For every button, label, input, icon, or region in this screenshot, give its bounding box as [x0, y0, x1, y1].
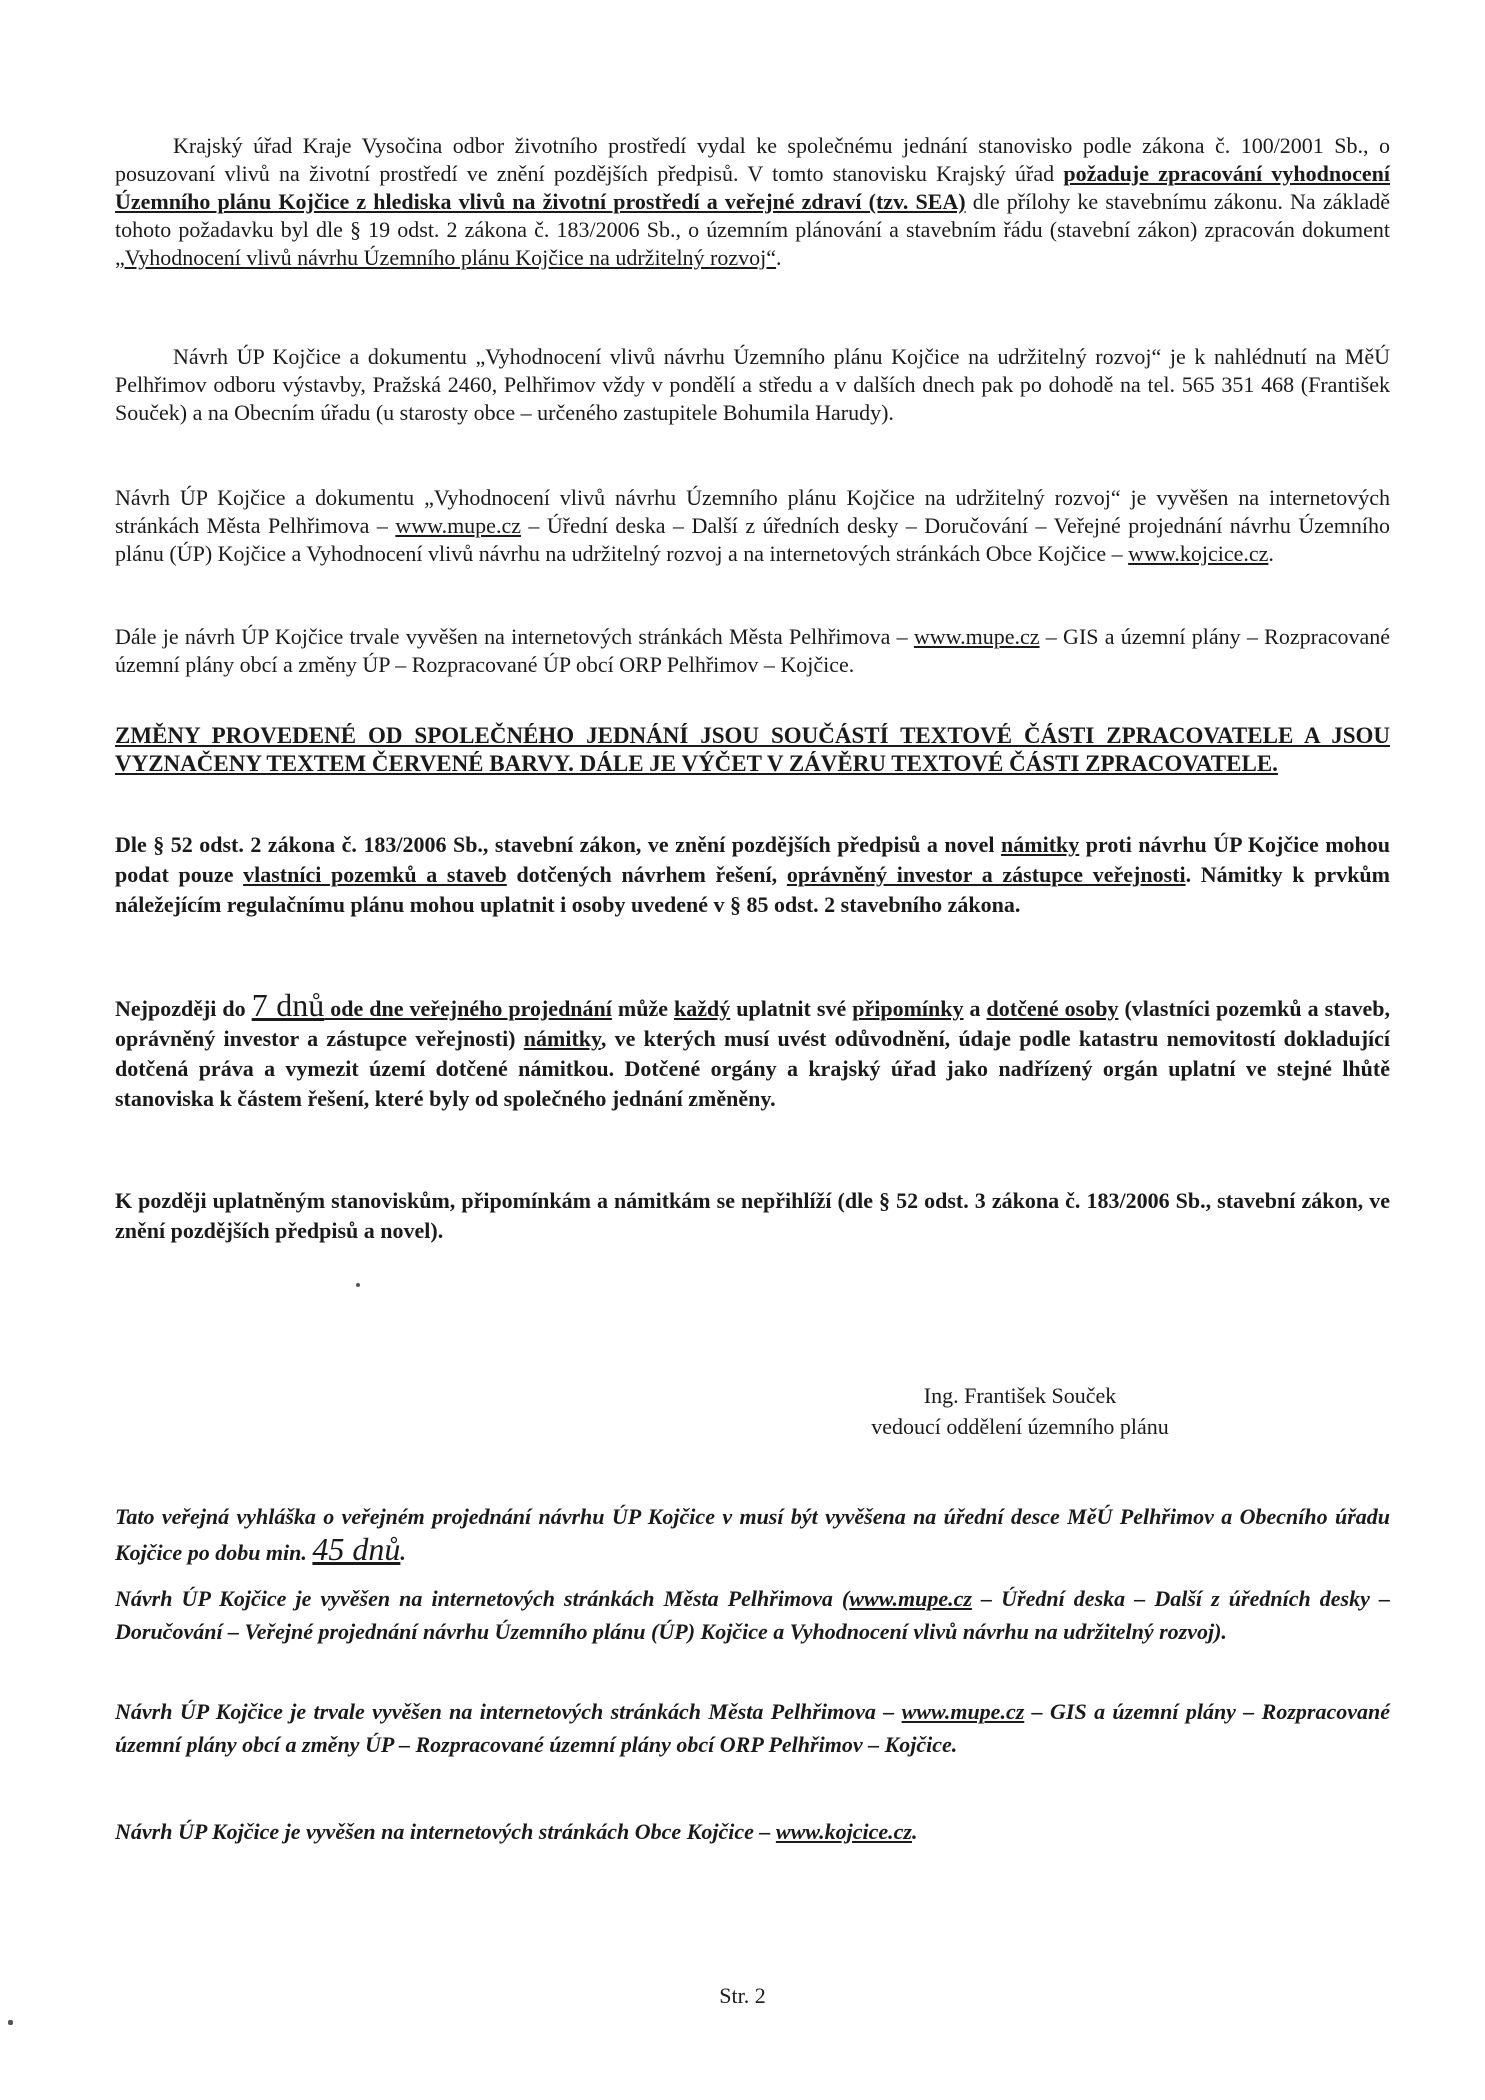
text: dle přílohy ke stavebnímu zákonu. Na základě tohoto požadavku byl dle § 19 odst. 2 zákona č. 183/2006 Sb., o územním plánování a stavebním řádu (stavební zákon) zpracován dokument [115, 189, 1390, 242]
text: – GIS a územní plány – Rozpracované územní plány obcí a změny ÚP – Rozpracované územní plány obcí ORP Pelhřimov – Kojčice. [115, 1699, 1390, 1757]
text: může [611, 996, 675, 1021]
text: proti návrhu ÚP Kojčice mohou podat pouze [115, 832, 1391, 887]
text: Dále je návrh ÚP Kojčice trvale vyvěšen na internetových stránkách Města Pelhřimova – [115, 624, 914, 649]
text: , ve kterých musí uvést odůvodnění, údaje podle katastru nemovitostí dokladující dotčená práva a vymezit území dotčené námitkou. Dotčené orgány a krajský úřad jako nadřízený orgán uplatní ve stejné lhůtě stanoviska k částem řešení, které byly od společného jednání změněny. [115, 1026, 1391, 1111]
text: – Úřední deska – Další z úředních desky – Doručování – Veřejné projednání návrhu Územního plánu (ÚP) Kojčice a Vyhodnocení vlivů návrhu na udržitelný rozvoj). [115, 1586, 1390, 1644]
signatory-name: Ing. František Souček [923, 1383, 1117, 1408]
text: uplatnit své [730, 996, 853, 1021]
text: (vlastníci pozemků a staveb, oprávněný investor a zástupce veřejnosti) [115, 996, 1391, 1051]
italic-village-notice [115, 1815, 1390, 1848]
text: Návrh ÚP Kojčice a dokumentu „Vyhodnocení vlivů návrhu Územního plánu Kojčice na udržitelný rozvoj“ je vyvěšen na internetových stránkách Města Pelhřimova – [115, 485, 1390, 538]
paragraph-gis [115, 623, 1390, 679]
scan-speck [356, 1283, 360, 1287]
text: Návrh ÚP Kojčice je vyvěšen na internetových stránkách Obce Kojčice – [115, 1819, 776, 1844]
underlined-text: námitky [523, 1026, 601, 1051]
link-mupe[interactable]: www.mupe.cz [395, 513, 521, 538]
text: . [911, 1819, 918, 1844]
italic-web-notice [115, 1582, 1390, 1648]
underlined-text: připomínky [852, 996, 964, 1021]
deadline-days: 7 dnů [251, 987, 325, 1023]
paragraph-objections [115, 830, 1390, 920]
signatory-role: vedoucí oddělení územního plánu [871, 1414, 1169, 1439]
text: Tato veřejná vyhláška o veřejném projednání návrhu ÚP Kojčice v musí být vyvěšena na úřední desce MěÚ Pelhřimov a Obecního úřadu Kojčice po dobu min. [115, 1504, 1390, 1565]
text: Krajský úřad Kraje Vysočina odbor životního prostředí vydal ke společnému jednání stanovisko podle zákona č. 100/2001 Sb., o posuzovaní vlivů na životní prostředí ve znění pozdějších předpisů. V tomto stanovisku Krajský úřad [115, 133, 1390, 186]
text: . [400, 1540, 406, 1565]
underlined-text: dotčené osoby [986, 996, 1119, 1021]
link-mupe[interactable]: www.mupe.cz [913, 624, 1040, 649]
italic-gis-notice [115, 1695, 1390, 1761]
paragraph-deadline [115, 987, 1391, 1114]
italic-posting-notice [115, 1500, 1390, 1569]
link-mupe[interactable]: www.mupe.cz [901, 1699, 1025, 1724]
text: Dle § 52 odst. 2 zákona č. 183/2006 Sb., stavební zákon, ve znění pozdějších předpisů a novel [115, 832, 1002, 857]
document-title: „Vyhodnocení vlivů návrhu Územního plánu Kojčice na udržitelný rozvoj“ [115, 245, 777, 270]
link-mupe[interactable]: www.mupe.cz [849, 1586, 972, 1611]
text: – Úřední deska – Další z úředních desky – Doručování – Veřejné projednání návrhu Územního plánu (ÚP) Kojčice a Vyhodnocení vlivů návrhu na udržitelný rozvoj a na internetových stránkách Obce Kojčice – [115, 513, 1390, 566]
paragraph-web-publication [115, 484, 1390, 568]
text: dotčených návrhem řešení, [506, 862, 787, 887]
paragraph-late-submissions: K později uplatněným stanoviskům, připomínkám a námitkám se nepřihlíží (dle § 52 odst. 3 zákona č. 183/2006 Sb., stavební zákon, ve znění pozdějších předpisů a novel). [115, 1188, 1390, 1243]
link-kojcice[interactable]: www.kojcice.cz [1128, 541, 1269, 566]
underlined-text: námitky [1001, 832, 1080, 857]
changes-notice: ZMĚNY PROVEDENÉ OD SPOLEČNÉHO JEDNÁNÍ JSOU SOUČÁSTÍ TEXTOVÉ ČÁSTI ZPRACOVATELE A JSOU VYZNAČENY TEXTEM ČERVENÉ BARVY. DÁLE JE VÝČET V ZÁVĚRU TEXTOVÉ ČÁSTI ZPRACOVATELE. [115, 723, 1390, 776]
underlined-bold-text: požaduje zpracování vyhodnocení Územního plánu Kojčice z hlediska vlivů na životní prostředí a veřejné zdraví (tzv. SEA) [115, 161, 1390, 214]
text: . [776, 245, 782, 270]
text: . Námitky k prvkům náležejícím regulačnímu plánu mohou uplatnit i osoby uvedené v § 85 odst. 2 stavebního zákona. [115, 862, 1390, 917]
paragraph-inspection: Návrh ÚP Kojčice a dokumentu „Vyhodnocení vlivů návrhu Územního plánu Kojčice na udržitelný rozvoj“ je k nahlédnutí na MěÚ Pelhřimov odboru výstavby, Pražská 2460, Pelhřimov vždy v pondělí a středu a v dalších dnech pak po dohodě na tel. 565 351 468 (František Souček) a na Obecním úřadu (u starosty obce – určeného zastupitele Bohumila Harudy). [115, 344, 1390, 425]
link-kojcice[interactable]: www.kojcice.cz [775, 1819, 912, 1844]
text: – GIS a územní plány – Rozpracované územní plány obcí a změny ÚP – Rozpracované ÚP obcí ORP Pelhřimov – Kojčice. [115, 624, 1390, 677]
text: Nejpozději do [115, 996, 252, 1021]
posting-days: 45 dnů [312, 1531, 401, 1567]
text: . [1268, 541, 1274, 566]
scan-speck [8, 2020, 13, 2025]
underlined-text: ode dne veřejného projednání [324, 996, 612, 1021]
text: a [963, 996, 987, 1021]
signature-block [735, 1380, 1305, 1442]
page-number: Str. 2 [719, 1983, 766, 2008]
underlined-text: oprávněný investor a zástupce veřejnosti [786, 862, 1186, 887]
text: Návrh ÚP Kojčice je vyvěšen na internetových stránkách Města Pelhřimova ( [115, 1586, 850, 1611]
text: Návrh ÚP Kojčice je trvale vyvěšen na internetových stránkách Města Pelhřimova – [115, 1699, 902, 1724]
underlined-text: každý [674, 996, 731, 1021]
paragraph-sea-opinion [115, 132, 1390, 272]
underlined-text: vlastníci pozemků a staveb [243, 862, 507, 887]
